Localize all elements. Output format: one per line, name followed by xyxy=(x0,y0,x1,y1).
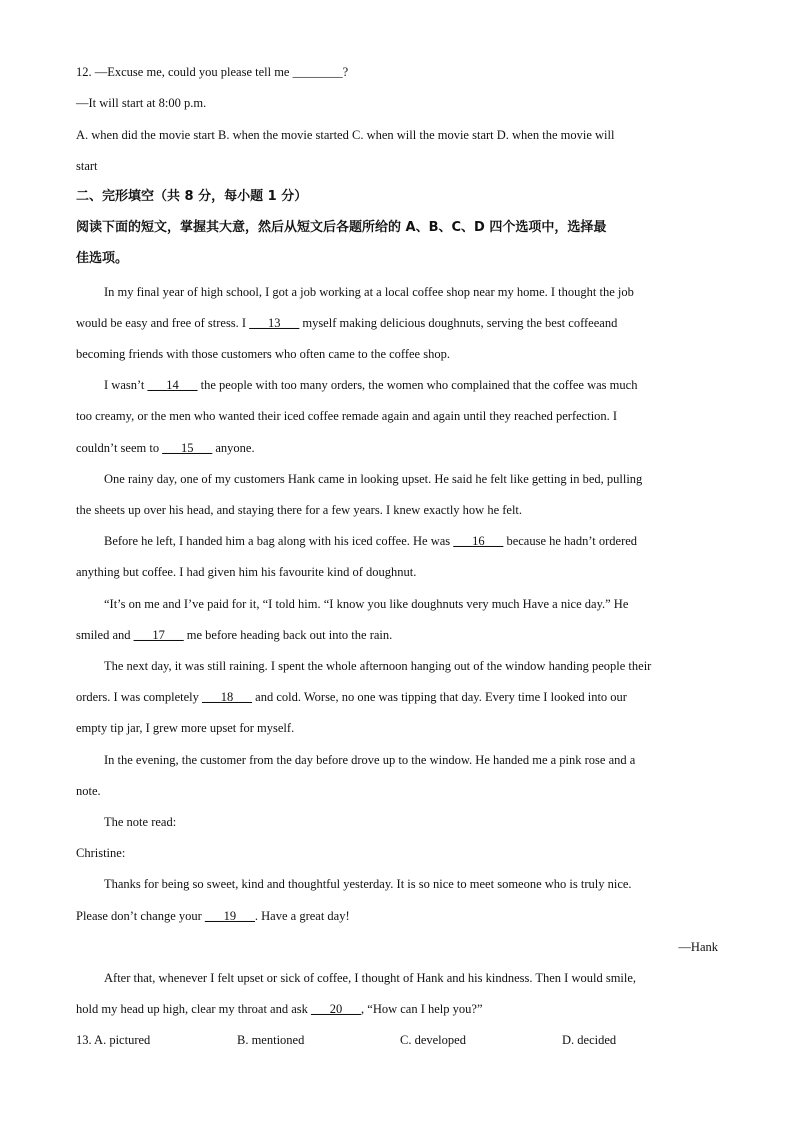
note-line: Thanks for being so sweet, kind and thoughtful yesterday. It is so nice to meet someone who is truly nice. xyxy=(104,877,632,891)
blank-14: ___14___ xyxy=(147,378,198,392)
q13-option-a: 13. A. pictured xyxy=(76,1033,151,1047)
section-instruction: 阅读下面的短文，掌握其大意，然后从短文后各题所给的 A、B、C、D 四个选项中，选择最 xyxy=(76,220,607,235)
note-salutation: Christine: xyxy=(76,846,126,860)
passage-text: , “How can I help you?” xyxy=(361,1002,483,1016)
q13-option-c: C. developed xyxy=(400,1033,466,1047)
passage-text: Before he left, I handed him a bag along with his iced coffee. He was xyxy=(104,534,454,548)
passage-line: the sheets up over his head, and staying there for a few years. I knew exactly how he felt. xyxy=(76,503,523,517)
q12-options-wrap: start xyxy=(76,159,98,173)
passage-text: me before heading back out into the rain. xyxy=(183,628,393,642)
note-line xyxy=(76,908,350,924)
passage-text: smiled and xyxy=(76,628,134,642)
passage-line: After that, whenever I felt upset or sick of coffee, I thought of Hank and his kindness. Then I would smile, xyxy=(104,971,637,985)
section-heading: 二、完形填空（共 8 分，每小题 1 分） xyxy=(76,189,308,204)
passage-line: too creamy, or the men who wanted their iced coffee remade again and again until they reached perfection. I xyxy=(76,409,618,423)
passage-text: Please don’t change your xyxy=(76,909,205,923)
blank-15: ___15___ xyxy=(162,441,213,455)
q13-option-b: B. mentioned xyxy=(237,1033,305,1047)
passage-line: becoming friends with those customers who often came to the coffee shop. xyxy=(76,347,450,361)
q12-stem: 12. —Excuse me, could you please tell me ________? xyxy=(76,65,349,79)
passage-line: In my final year of high school, I got a job working at a local coffee shop near my home. I thought the job xyxy=(104,285,634,299)
passage-text: the people with too many orders, the women who complained that the coffee was much xyxy=(197,378,638,392)
passage-line: anything but coffee. I had given him his favourite kind of doughnut. xyxy=(76,565,417,579)
passage-text: I wasn’t xyxy=(104,378,148,392)
passage-text: myself making delicious doughnuts, serving the best coffeeand xyxy=(299,316,618,330)
passage-text: orders. I was completely xyxy=(76,690,203,704)
passage-text: and cold. Worse, no one was tipping that day. Every time I looked into our xyxy=(252,690,627,704)
blank-18: ___18___ xyxy=(202,690,253,704)
blank-19: ___19___ xyxy=(204,909,255,923)
passage-line xyxy=(76,315,617,331)
passage-line xyxy=(104,377,637,393)
passage-line xyxy=(76,440,255,456)
passage-line xyxy=(76,1001,483,1017)
blank-13: ___13___ xyxy=(249,316,300,330)
q13-option-d: D. decided xyxy=(562,1033,617,1047)
passage-line xyxy=(76,627,392,643)
blank-20: ___20___ xyxy=(311,1002,362,1016)
q12-reply: —It will start at 8:00 p.m. xyxy=(76,96,207,110)
passage-line xyxy=(76,689,627,705)
passage-line: The next day, it was still raining. I spent the whole afternoon hanging out of the window handing people their xyxy=(104,659,652,673)
passage-text: anyone. xyxy=(212,441,255,455)
passage-text: would be easy and free of stress. I xyxy=(76,316,250,330)
section-instruction-wrap: 佳选项。 xyxy=(76,251,129,266)
blank-16: ___16___ xyxy=(453,534,504,548)
passage-text: hold my head up high, clear my throat and ask xyxy=(76,1002,312,1016)
passage-line: empty tip jar, I grew more upset for myself. xyxy=(76,721,295,735)
blank-17: ___17___ xyxy=(133,628,184,642)
passage-line: One rainy day, one of my customers Hank came in looking upset. He said he felt like getting in bed, pulling xyxy=(104,472,643,486)
passage-text: couldn’t seem to xyxy=(76,441,163,455)
passage-text: . Have a great day! xyxy=(254,909,350,923)
passage-line xyxy=(104,533,637,549)
q12-options: A. when did the movie start B. when the movie started C. when will the movie start D. when the movie will xyxy=(76,128,615,142)
passage-line: “It’s on me and I’ve paid for it, “I told him. “I know you like doughnuts very much Have a nice day.” He xyxy=(104,597,629,611)
note-signature: —Hank xyxy=(678,940,718,954)
passage-line: In the evening, the customer from the day before drove up to the window. He handed me a pink rose and a xyxy=(104,753,636,767)
passage-line: The note read: xyxy=(104,815,177,829)
passage-text: because he hadn’t ordered xyxy=(503,534,638,548)
passage-line: note. xyxy=(76,784,101,798)
